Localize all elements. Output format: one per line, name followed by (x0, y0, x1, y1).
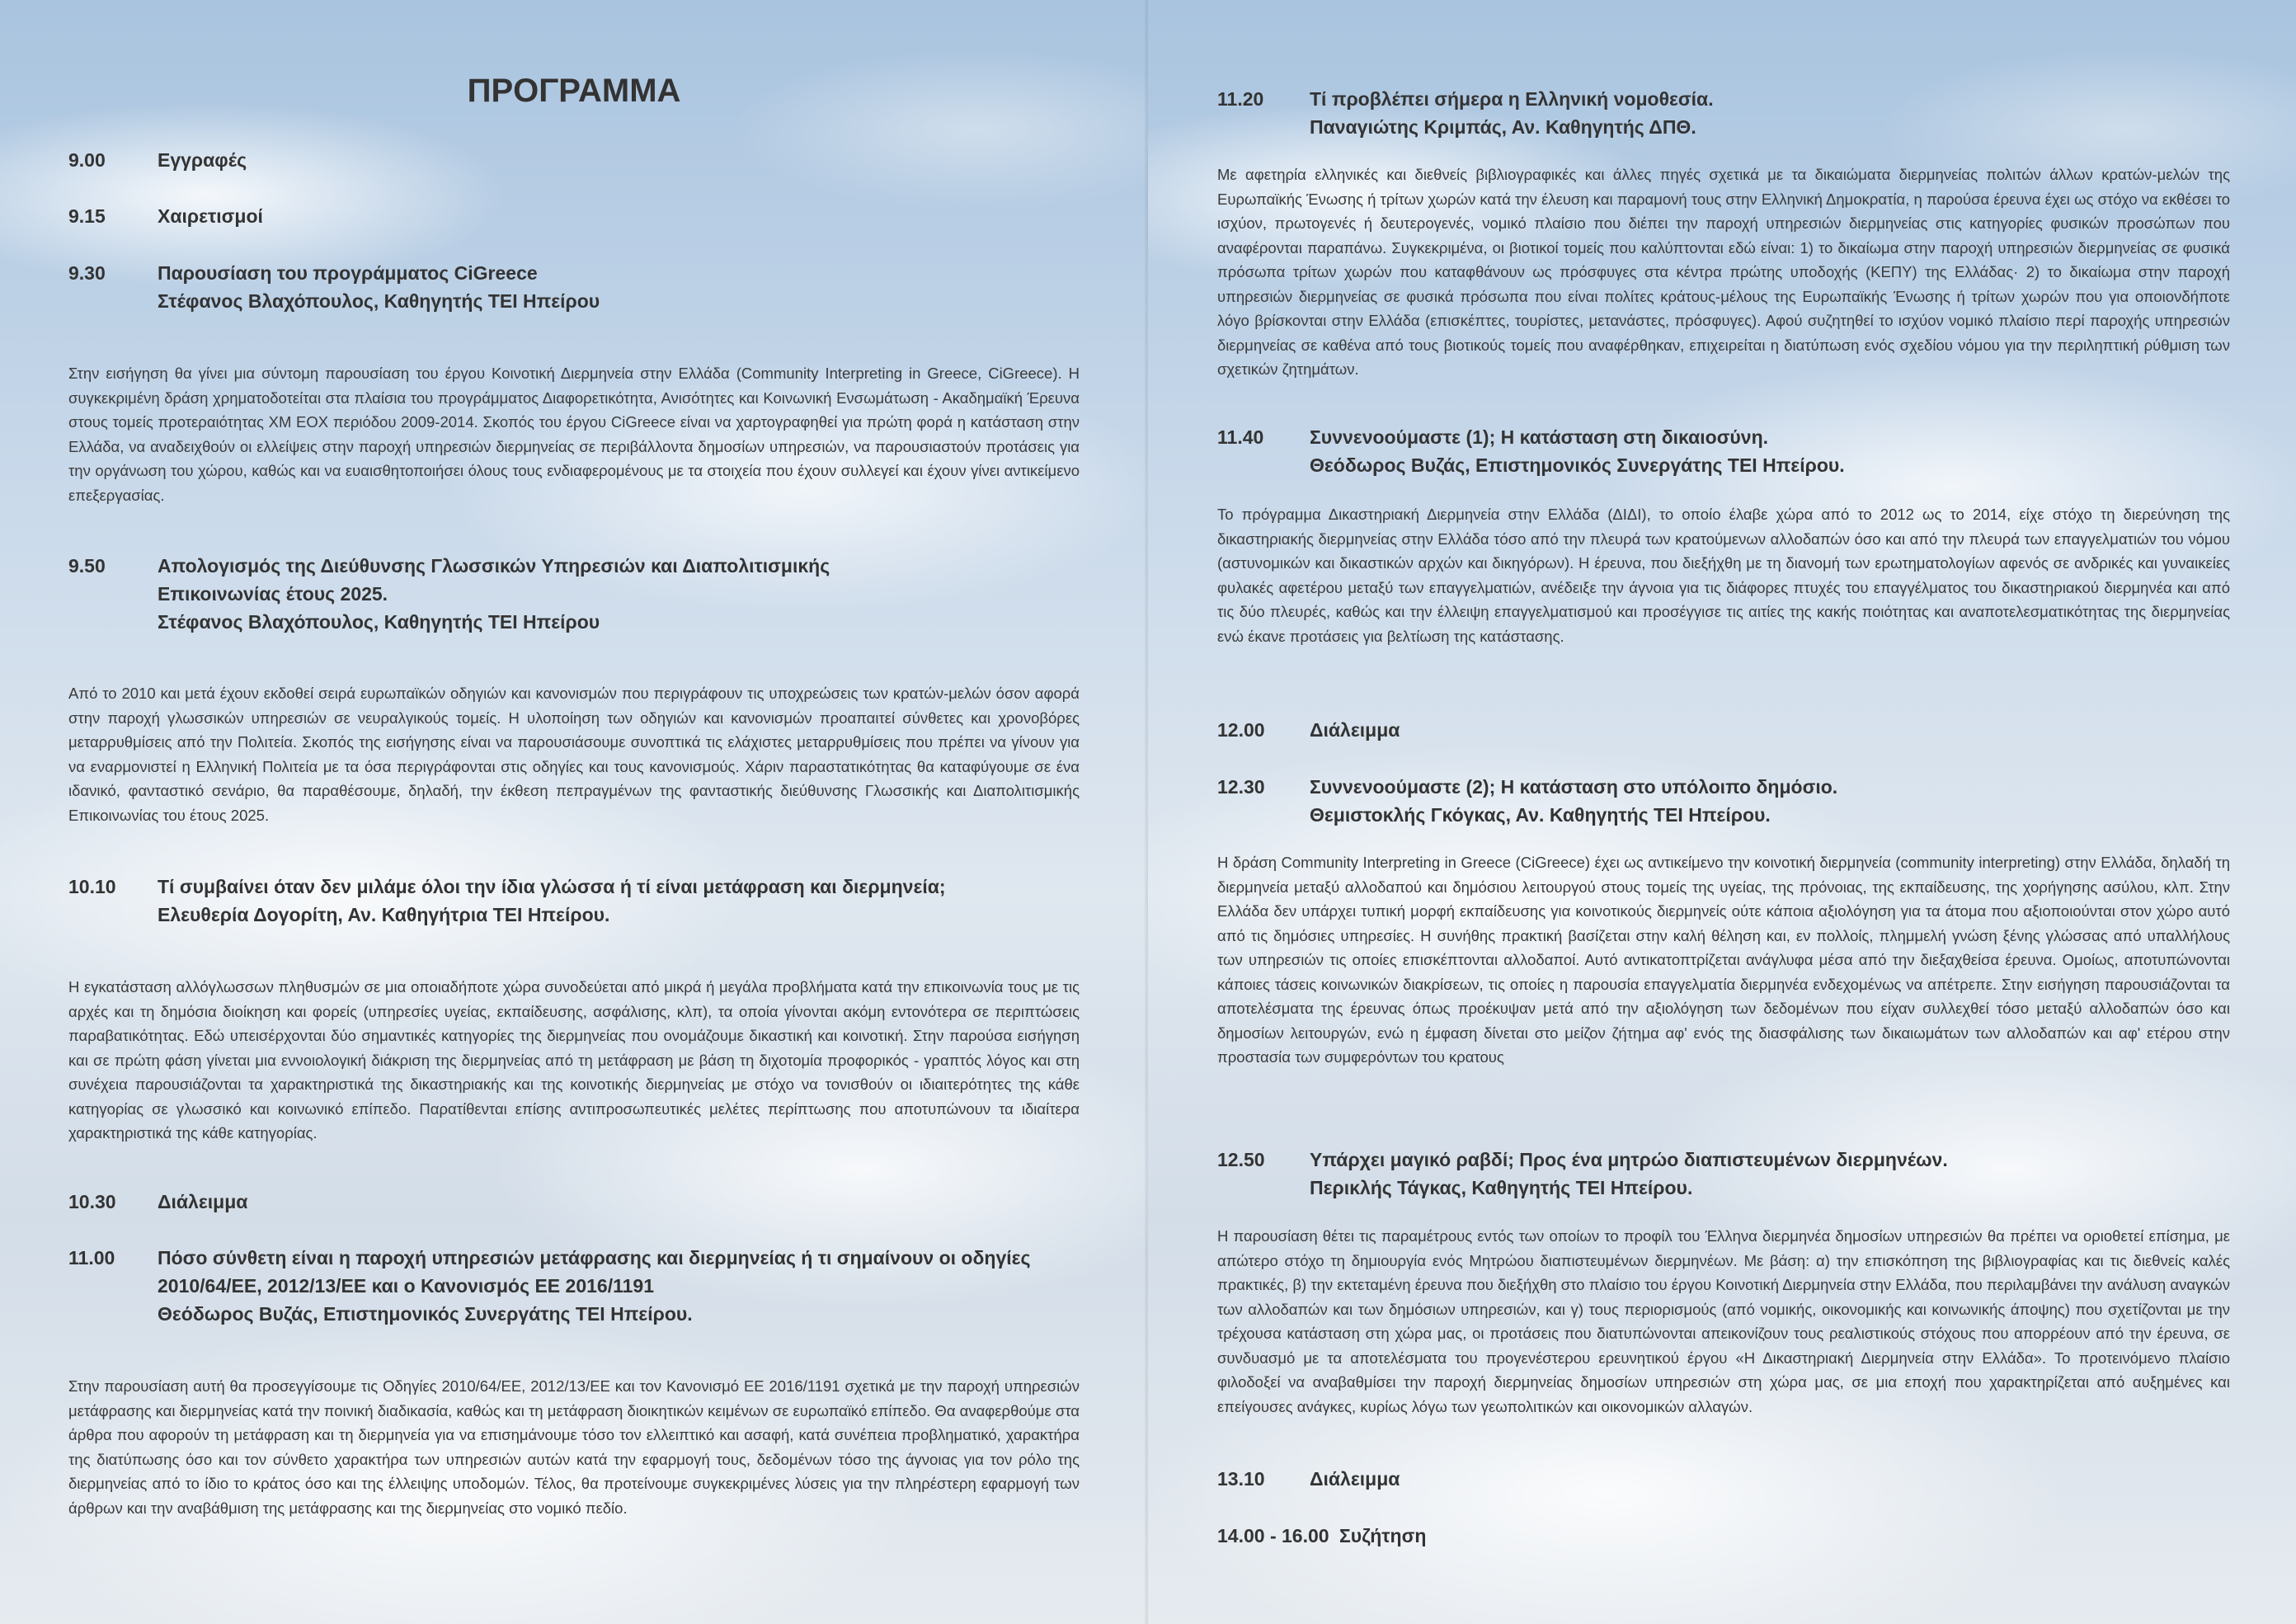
entry-time: 9.15 (68, 205, 106, 227)
entry-line: Θεόδωρος Βυζάς, Επιστημονικός Συνεργάτης ΤΕΙ Ηπείρου. (158, 1303, 693, 1325)
entry-line: Παναγιώτης Κριμπάς, Αν. Καθηγητής ΔΠΘ. (1310, 116, 1696, 138)
entry-line: Τί προβλέπει σήμερα η Ελληνική νομοθεσία. (1310, 88, 1714, 110)
right-page (1148, 0, 2296, 1624)
abstract-paragraph: Η εγκατάσταση αλλόγλωσσων πληθυσμών σε μια οποιαδήποτε χώρα συνοδεύεται από μικρά ή μεγάλα προβλήματα κατά την επικοινωνία τους με τις αρχές και τη δημόσια διοίκηση και φορείς (υπηρεσίες υγείας, εκπαίδευσης, ασφάλισης, κλπ), τα οποία γίνονται ακόμη εντονότερα σε περιπτώσεις παραβατικότητας. Εδώ υπεισέρχονται δύο σημαντικές κατηγορίες της διερμηνείας που ονομάζουμε δικαστική και κοινοτική. Στην παρούσα εισήγηση και σε πρώτη φάση γίνεται μια εννοιολογική διάκριση της διερμηνείας από τη μετάφραση με βάση τη διχοτομία προφορικός - γραπτός λόγος και στη συνέχεια παρουσιάζονται τα χαρακτηριστικά της δικαστηριακής και της κοινοτικής διερμηνείας με στόχο να τονισθούν οι ιδιαιτερότητες της κάθε κατηγορίας σε γλωσσικό και κοινωνικό επίπεδο. Παρατίθενται επίσης αντιπροσωπευτικές μελέτες περίπτωσης που αποτυπώνουν τα ιδιαίτερα χαρακτηριστικά της κάθε κατηγορίας. (68, 978, 1080, 1142)
schedule-entry (68, 873, 1080, 929)
entry-line: Ελευθερία Δογορίτη, Αν. Καθηγήτρια ΤΕΙ Ηπείρου. (158, 904, 610, 925)
entry-line: Συζήτηση (1339, 1525, 1427, 1546)
schedule-entry (68, 1244, 1080, 1328)
schedule-entry (1217, 1465, 2230, 1493)
schedule-entry (1217, 716, 2230, 744)
entry-line: Θεόδωρος Βυζάς, Επιστημονικός Συνεργάτης ΤΕΙ Ηπείρου. (1310, 454, 1845, 476)
entry-time: 12.50 (1217, 1149, 1265, 1170)
entry-line: Παρουσίαση του προγράμματος CiGreece (158, 262, 538, 284)
entry-line: Στέφανος Βλαχόπουλος, Καθηγητής ΤΕΙ Ηπείρου (158, 290, 600, 312)
entry-line: Συννενοούμαστε (1); Η κατάσταση στη δικαιοσύνη. (1310, 426, 1769, 448)
entry-line: 2010/64/ΕΕ, 2012/13/ΕΕ και ο Κανονισμός ΕΕ 2016/1191 (158, 1275, 654, 1297)
entry-line: Θεμιστοκλής Γκόγκας, Αν. Καθηγητής ΤΕΙ Ηπείρου. (1310, 804, 1771, 826)
schedule-entry (68, 259, 1080, 315)
abstract-paragraph: Το πρόγραμμα Δικαστηριακή Διερμηνεία στην Ελλάδα (ΔΙΔΙ), το οποίο έλαβε χώρα από το 2012 ως το 2014, είχε στόχο τη διερεύνηση της δικαστηριακής διερμηνείας στην Ελλάδα τόσο από την πλευρά των κρατούμενων αλλοδαπών όσο και από την πλευρά των επαγγελματιών του νόμου (αστυνομικών και δικαστικών αρχών και δικηγόρων). Η έρευνα, που διεξήχθη με τη διανομή των ερωτηματολογίων αφενός σε ανδρικές και γυναικείες φυλακές αφετέρου μεταξύ των επαγγελματιών, ανέδειξε την άγνοια για τις διάφορες πτυχές του επαγγέλματος του δικαστηριακού διερμηνέα και από τις δύο πλευρές, καθώς και την έλλειψη επαγγελματισμού και προσέγγισε τις αιτίες της κακής ποιότητας και αναποτελεσματικότητας της διερμηνείας ενώ έκανε προτάσεις για βελτίωση της κατάστασης. (1217, 506, 2230, 645)
entry-time: 14.00 - 16.00 (1217, 1525, 1329, 1546)
entry-time: 12.00 (1217, 719, 1265, 741)
schedule-entry (68, 552, 1080, 636)
entry-line: Τί συμβαίνει όταν δεν μιλάμε όλοι την ίδια γλώσσα ή τί είναι μετάφραση και διερμηνεία; (158, 876, 946, 897)
schedule-entry (1217, 1522, 2230, 1550)
schedule-entry (1217, 85, 2230, 141)
schedule-entry (68, 202, 1080, 230)
entry-line: Υπάρχει μαγικό ραβδί; Προς ένα μητρώο διαπιστευμένων διερμηνέων. (1310, 1149, 1948, 1170)
entry-line: Διάλειμμα (1310, 1468, 1400, 1490)
abstract-paragraph: Στην εισήγηση θα γίνει μια σύντομη παρουσίαση του έργου Κοινοτική Διερμηνεία στην Ελλάδα (Community Interpreting in Greece, CiGreece). Η συγκεκριμένη δράση χρηματοδοτείται στα πλαίσια του προγράμματος Διαφορετικότητα, Ανισότητες και Κοινωνική Ενσωμάτωση - Ακαδημαϊκή Έρευνα στους τομείς προτεραιότητας ΧΜ ΕΟΧ περιόδου 2009-2014. Σκοπός του έργου CiGreece είναι να χαρτογραφηθεί για πρώτη φορά η κατάσταση στην Ελλάδα, να αναδειχθούν οι ελλείψεις στην παροχή υπηρεσιών διερμηνείας σε περιβάλλοντα δημοσίων υπηρεσιών, να παρουσιαστούν προτάσεις για την οργάνωση του χώρου, καθώς και να ευαισθητοποιήσει όλους τους ενδιαφερομένους με τα στοιχεία που έχουν συλλεγεί και έχουν γίνει αντικείμενο επεξεργασίας. (68, 365, 1080, 504)
entry-time: 10.10 (68, 876, 116, 897)
schedule-entry (1217, 773, 2230, 829)
entry-line: Περικλής Τάγκας, Καθηγητής ΤΕΙ Ηπείρου. (1310, 1177, 1693, 1198)
entry-line: Διάλειμμα (158, 1191, 248, 1212)
entry-time: 9.50 (68, 555, 106, 577)
entry-line: Πόσο σύνθετη είναι η παροχή υπηρεσιών μετάφρασης και διερμηνείας ή τι σημαίνουν οι οδηγίες (158, 1247, 1031, 1269)
abstract-paragraph: Η δράση Community Interpreting in Greece (CiGreece) έχει ως αντικείμενο την κοινοτική διερμηνεία (community interpreting) στην Ελλάδα, δηλαδή τη διερμηνεία μεταξύ αλλοδαπού και δημόσιου λειτουργού στους τομείς της υγείας, της πρόνοιας, της εκπαίδευσης, της χορήγησης ασύλου, κλπ. Στην Ελλάδα δεν υπάρχει τυπική μορφή εκπαίδευσης για κοινοτικούς διερμηνείς ούτε κάποια αξιολόγηση για τα άτομα που αξιοποιούνται στον χώρο αυτό από τις δημόσιες υπηρεσίες. Η συνήθης πρακτική βασίζεται στην καλή θέληση και, εν πολλοίς, πλημμελή γνώση ξένης γλώσσας από υπαλλήλους των υπηρεσιών τις οποίες επισκέπτονται αλλοδαποί. Αυτό αντικατοπτρίζεται ανάγλυφα μέσα από την διεξαχθείσα έρευνα. Ομοίως, αποτυπώνονται κάποιες τάσεις κοινωνικών διακρίσεων, τις οποίες η παρουσία επαγγελματία διερμηνέα ενδεχομένως να απέτρεπε. Στην εισήγηση παρουσιάζονται τα αποτελέσματα της έρευνας όπως προέκυψαν μετά από την αξιολόγηση των δεδομένων που είχαν συλλεχθεί τόσο μεταξύ αλλοδαπών όσο και δημοσίων λειτουργών, ενώ η έμφαση δίνεται στο μείζον ζήτημα αφ' ενός της διασφάλισης των δικαιωμάτων των αλλοδαπών και αφ' ετέρου στην προστασία των συμφερόντων του κρατους (1217, 854, 2230, 1066)
abstract-paragraph: Από το 2010 και μετά έχουν εκδοθεί σειρά ευρωπαϊκών οδηγιών και κανονισμών που περιγράφουν τις υποχρεώσεις των κρατών-μελών όσον αφορά στην παροχή γλωσσικών υπηρεσιών σε νευραλγικούς τομείς. Η υλοποίηση των οδηγιών και κανονισμών προαπαιτεί σύνθετες και χρονοβόρες μεταρρυθμίσεις από την Πολιτεία. Σκοπός της εισήγησης είναι να παρουσιάσουμε συνοπτικά τις ελάχιστες μεταρρυθμίσεις που πρέπει να γίνουν για να εναρμονιστεί η Ελληνική Πολιτεία με τα όσα περιγράφονται στις οδηγίες και τους κανονισμούς. Χάριν παραστατικότητας θα καταφύγουμε σε ένα ιδανικό, φανταστικό σενάριο, θα παραθέσουμε, δηλαδή, την έκθεση πεπραγμένων της φανταστικής διεύθυνσης Γλωσσικής και Διαπολιτισμικής Επικοινωνίας του έτους 2025. (68, 685, 1080, 824)
entry-line: Χαιρετισμοί (158, 205, 263, 227)
program-title: ΠΡΟΓΡΑΜΜΑ (467, 73, 681, 109)
entry-line: Εγγραφές (158, 149, 247, 171)
schedule-entry (68, 1188, 1080, 1216)
abstract-paragraph: Στην παρουσίαση αυτή θα προσεγγίσουμε τις Οδηγίες 2010/64/ΕΕ, 2012/13/ΕΕ και τον Κανονισμό ΕΕ 2016/1191 σχετικά με την παροχή υπηρεσιών μετάφρασης και διερμηνείας κατά την ποινική διαδικασία, καθώς και τη μετάφραση διοικητικών κειμένων σε ευρωπαϊκό επίπεδο. Θα αναφερθούμε στα άρθρα που αφορούν τη μετάφραση και τη διερμηνεία για να επισημάνουμε τόσο τον ελλειπτικό και ασαφή, κατά συνέπεια προβληματικό, χαρακτήρα της διατύπωσης όσο και τον σύνθετο χαρακτήρα των υπηρεσιών αυτών κατά την εφαρμογή τους, δεδομένων τόσο της άγνοιας για τον ρόλο της διερμηνείας από το ίδιο το κράτος όσο και της έλλειψης υποδομών. Τέλος, θα προτείνουμε συγκεκριμένες λύσεις για την πληρέστερη εφαρμογή των άρθρων και την αναβάθμιση της μετάφρασης και της διερμηνείας στο νομικό πεδίο. (68, 1377, 1080, 1517)
entry-line: Συννενοούμαστε (2); Η κατάσταση στο υπόλοιπο δημόσιο. (1310, 776, 1838, 798)
entry-time: 9.00 (68, 149, 106, 171)
abstract-paragraph: Η παρουσίαση θέτει τις παραμέτρους εντός των οποίων το προφίλ του Έλληνα διερμηνέα δημοσίων υπηρεσιών θα πρέπει να οριοθετεί επίσημα, με απώτερο στόχο τη δημιουργία ενός Μητρώου διαπιστευμένων διερμηνέων. Με βάση: α) την επισκόπηση της βιβλιογραφίας και τις διεθνείς καλές πρακτικές, β) την εκτεταμένη έρευνα που διεξήχθη στο πλαίσιο του έργου Κοινοτική Διερμηνεία στην Ελλάδα, που περιλαμβάνει την ανάλυση αναγκών των αλλοδαπών και των δημόσιων υπηρεσιών, και γ) τους περιορισμούς (από νομικής, οικονομικής και κοινωνικής άποψης) που σχετίζονται με την τρέχουσα κατάσταση στη χώρα μας, οι προτάσεις που διατυπώνονται απεικονίζουν τους ρεαλιστικούς στόχους που απορρέουν από την έρευνα, σε συνδυασμό με τα αποτελέσματα του προγενέστερου ερευνητικού έργου «Η Δικαστηριακή Διερμηνεία στην Ελλάδα». Το προτεινόμενο πλαίσιο φιλοδοξεί να αναβαθμίσει την παροχή διερμηνείας δημοσίων υπηρεσιών στη χώρα μας, σε μια εποχή που χαρακτηρίζεται από αυξημένες και επείγουσες ανάγκες, κυρίως λόγω των γεωπολιτικών και οικονομικών αλλαγών. (1217, 1227, 2230, 1415)
entry-time: 10.30 (68, 1191, 116, 1212)
entry-line: Απολογισμός της Διεύθυνσης Γλωσσικών Υπηρεσιών και Διαπολιτισμικής (158, 555, 830, 577)
schedule-entry (68, 146, 1080, 174)
entry-time: 11.20 (1217, 88, 1264, 110)
schedule-entry (1217, 1146, 2230, 1202)
entry-line: Επικοινωνίας έτους 2025. (158, 583, 388, 605)
abstract-paragraph: Με αφετηρία ελληνικές και διεθνείς βιβλιογραφικές και άλλες πηγές σχετικά με τα δικαιώματα διερμηνείας πολιτών άλλων κρατών-μελών της Ευρωπαϊκής Ένωσης ή τρίτων χωρών κατά την έλευση και παραμονή τους στην Ελληνική Δημοκρατία, η παρούσα έρευνα έχει ως στόχο να εκθέσει το ισχύον, πρωτογενές ή δευτερογενές, νομικό πλαίσιο που διέπει την παροχή υπηρεσιών διερμηνείας στις κατηγορίες φυσικών προσώπων που αναφέρονται παραπάνω. Συγκεκριμένα, οι βιοτικοί τομείς που καλύπτονται εδώ είναι: 1) το δικαίωμα στην παροχή υπηρεσιών διερμηνείας σε φυσικά πρόσωπα τρίτων χωρών που καταφθάνουν ως πρόσφυγες στα κέντρα πρώτης υποδοχής (ΚΕΠΥ) της Ελλάδας· 2) το δικαίωμα στην παροχή υπηρεσιών διερμηνείας σε φυσικά πρόσωπα που είναι πολίτες κράτους-μέλους της Ευρωπαϊκής Ένωσης ή τρίτων χωρών που για οποιονδήποτε λόγο βρίσκονται στην Ελλάδα (επισκέπτες, τουρίστες, μετανάστες, πρόσφυγες). Αφού συζητηθεί το ισχύον νομικό πλαίσιο περί παροχής υπηρεσιών διερμηνείας σε καθένα από τους βιοτικούς τομείς που αναφέρθηκαν, επιχειρείται η διατύπωση ενός σχεδίου νόμου για την περιληπτική ρύθμιση των σχετικών ζητημάτων. (1217, 166, 2230, 378)
entry-time: 11.00 (68, 1247, 115, 1269)
entry-time: 12.30 (1217, 776, 1265, 798)
entry-time: 11.40 (1217, 426, 1264, 448)
schedule-entry (1217, 423, 2230, 479)
entry-time: 9.30 (68, 262, 106, 284)
entry-time: 13.10 (1217, 1468, 1265, 1490)
entry-line: Στέφανος Βλαχόπουλος, Καθηγητής ΤΕΙ Ηπείρου (158, 611, 600, 633)
entry-line: Διάλειμμα (1310, 719, 1400, 741)
